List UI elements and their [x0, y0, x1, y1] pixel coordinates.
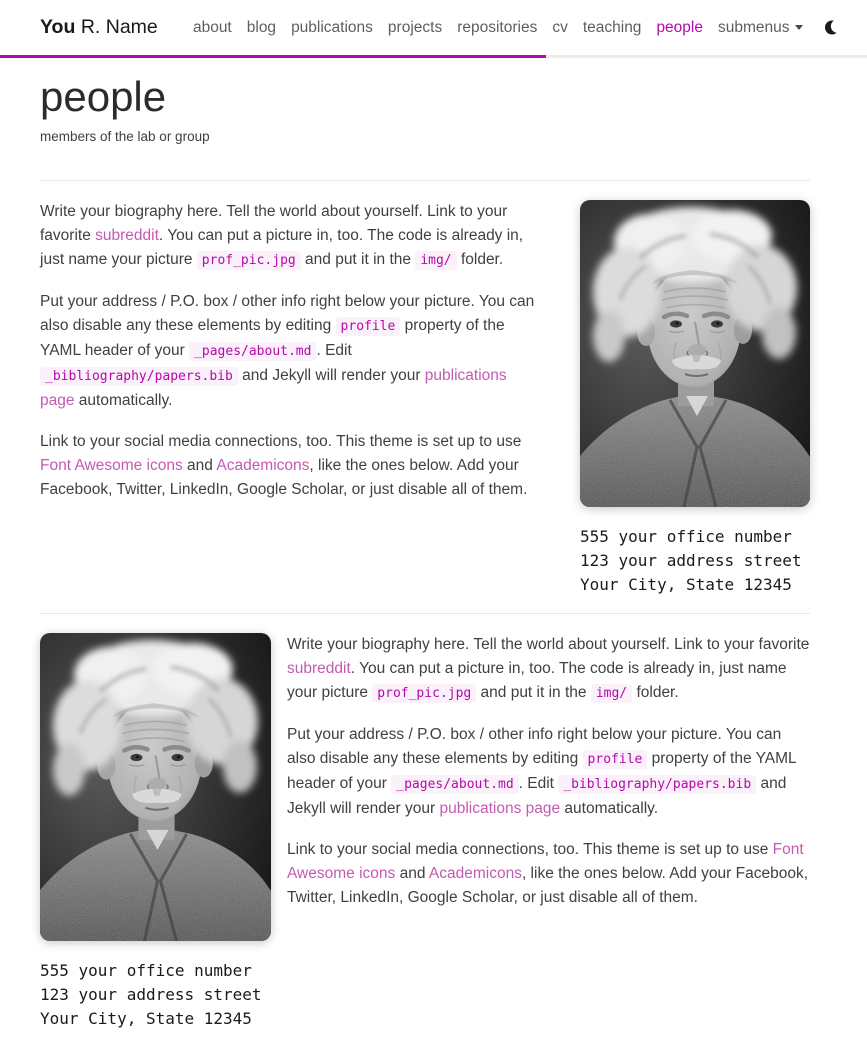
nav-item-projects[interactable]: projects — [387, 18, 443, 36]
bio-paragraph: Put your address / P.O. box / other info right below your picture. You can also disable any these elements by editing profile property of the YAML header of your _pages/about.md . Edit _bibliography/papers.bib and Jekyll will render your publications page automatically. — [287, 726, 797, 817]
inline-link[interactable]: publications page — [439, 800, 561, 817]
header-divider — [40, 180, 810, 181]
nav-item-teaching[interactable]: teaching — [582, 18, 642, 36]
page-container — [40, 74, 810, 1031]
inline-link[interactable]: Font Awesome icons — [40, 457, 183, 474]
nav-item-blog[interactable]: blog — [246, 18, 277, 36]
inline-code: img/ — [591, 684, 632, 703]
einstein-portrait-image — [580, 200, 810, 507]
submenus-label: submenus — [717, 18, 790, 36]
inline-code: profile — [583, 750, 648, 769]
bio-text-2 — [287, 633, 810, 910]
dark-mode-toggle[interactable] — [822, 17, 843, 38]
inline-code: profile — [336, 317, 401, 336]
top-navbar — [0, 0, 867, 55]
profile-section-2 — [40, 633, 810, 1031]
chevron-down-icon — [795, 25, 803, 30]
bio-paragraph: Write your biography here. Tell the world about yourself. Link to your favorite subreddit. You can put a picture in, too. The code is already in, just name your picture prof_pic.jpg and put it in the img/ folder. — [287, 636, 810, 701]
einstein-portrait-image — [40, 633, 271, 941]
page-title: people — [40, 73, 167, 120]
bio-paragraph: Link to your social media connections, too. This theme is set up to use Font Awesome icons and Academicons, like the ones below. Add your Facebook, Twitter, LinkedIn, Google Scholar, or just disable all of them. — [287, 841, 809, 906]
bio-text-1 — [40, 200, 562, 502]
inline-link[interactable]: Font Awesome icons — [287, 841, 804, 882]
section-divider — [40, 613, 810, 614]
profile-card-1 — [580, 200, 810, 597]
scroll-progress-fill — [0, 55, 546, 58]
inline-code: _pages/about.md — [189, 342, 316, 361]
inline-code: _bibliography/papers.bib — [40, 367, 238, 386]
address-block-2 — [40, 959, 271, 1031]
nav-item-repositories[interactable]: repositories — [457, 18, 538, 36]
inline-link[interactable]: subreddit — [287, 660, 351, 677]
nav-links — [185, 19, 810, 37]
scroll-progress-track — [0, 55, 867, 58]
nav-item-publications[interactable]: publications — [291, 18, 373, 36]
address-block-1 — [580, 525, 810, 597]
inline-code: prof_pic.jpg — [197, 251, 301, 270]
bio-paragraph: Write your biography here. Tell the world about yourself. Link to your favorite subreddit. You can put a picture in, too. The code is already in, just name your picture prof_pic.jpg and put it in the img/ folder. — [40, 203, 524, 268]
nav-item-people[interactable]: people — [656, 18, 703, 36]
inline-code: prof_pic.jpg — [372, 684, 476, 703]
inline-link[interactable]: publications page — [40, 367, 507, 409]
profile-photo-2 — [40, 633, 271, 941]
inline-link[interactable]: Academicons — [216, 457, 310, 474]
nav-item-cv[interactable]: cv — [552, 18, 568, 36]
bio-paragraph: Put your address / P.O. box / other info right below your picture. You can also disable any these elements by editing profile property of the YAML header of your _pages/about.md . Edit _bibliography/papers.bib and Jekyll will render your publications page automatically. — [40, 293, 535, 409]
profile-photo-1 — [580, 200, 810, 507]
page-subtitle: members of the lab or group — [40, 129, 210, 144]
profile-card-2 — [40, 633, 271, 1031]
address-line: 555 your office number — [580, 527, 792, 546]
address-line: Your City, State 12345 — [580, 575, 792, 594]
brand-first-name: You — [40, 16, 76, 38]
inline-link[interactable]: subreddit — [95, 227, 159, 244]
inline-code: img/ — [415, 251, 456, 270]
inline-code: _pages/about.md — [391, 775, 518, 794]
nav-item-submenus[interactable] — [710, 19, 810, 37]
inline-link[interactable]: Academicons — [428, 865, 522, 882]
bio-paragraph: Link to your social media connections, too. This theme is set up to use Font Awesome icons and Academicons, like the ones below. Add your Facebook, Twitter, LinkedIn, Google Scholar, or just disable all of them. — [40, 433, 528, 498]
inline-code: _bibliography/papers.bib — [558, 775, 756, 794]
address-line: Your City, State 12345 — [40, 1009, 252, 1029]
address-line: 123 your address street — [580, 551, 802, 570]
address-line: 123 your address street — [40, 985, 262, 1005]
address-line: 555 your office number — [40, 961, 252, 981]
brand-rest-name: R. Name — [80, 16, 158, 38]
moon-icon — [824, 19, 841, 36]
site-brand[interactable] — [40, 16, 158, 39]
profile-section-1 — [40, 200, 810, 597]
nav-item-about[interactable]: about — [192, 18, 232, 36]
